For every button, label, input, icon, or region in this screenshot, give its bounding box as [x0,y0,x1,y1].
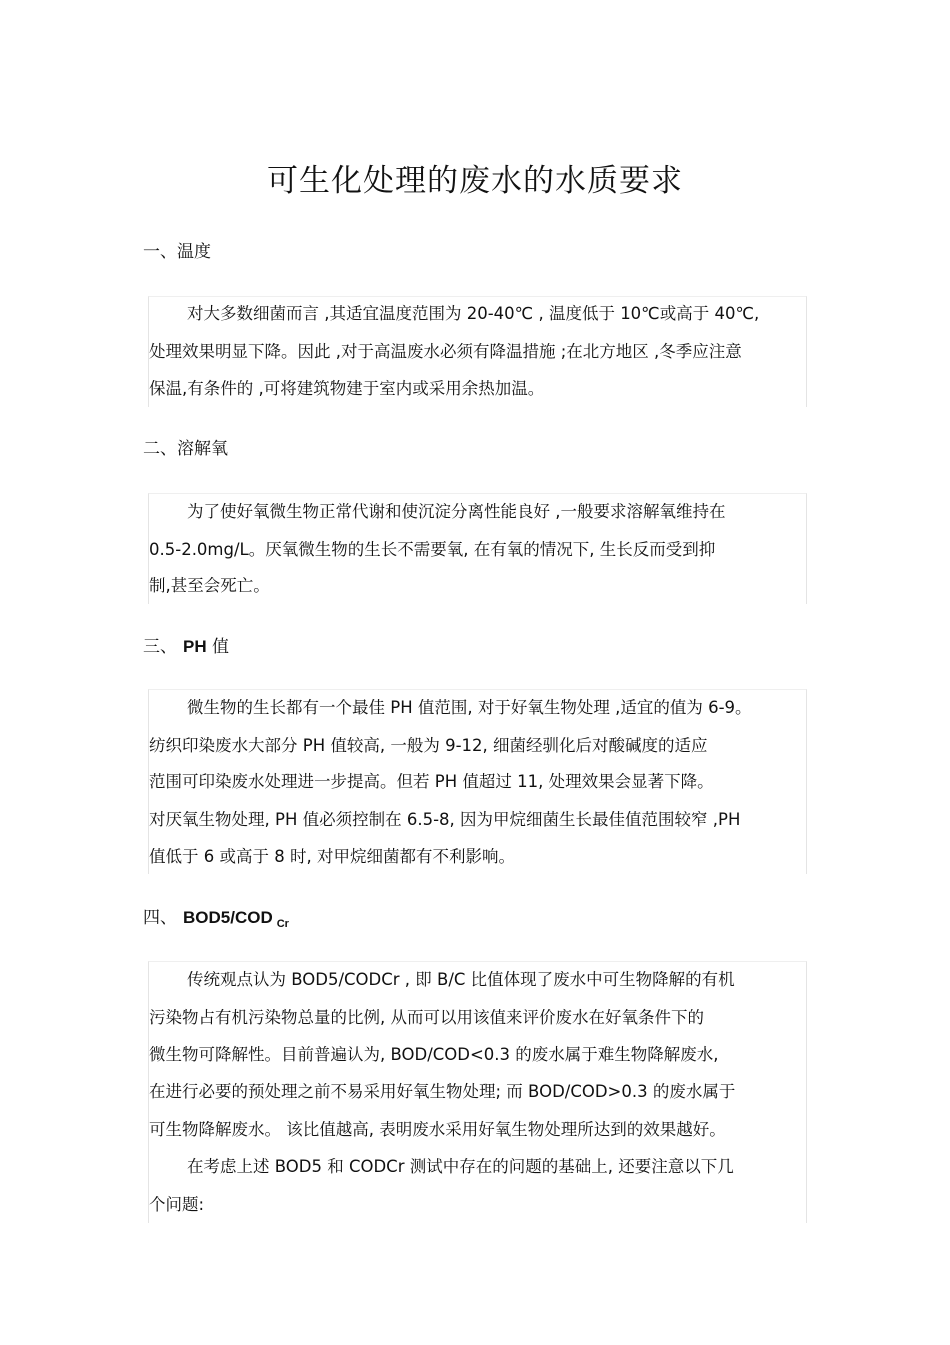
section-heading-subscript: Cr [276,918,289,930]
paragraph-line: 为了使好氧微生物正常代谢和使沉淀分离性能良好 ,一般要求溶解氧维持在 [187,502,726,521]
paragraph-line: 处理效果明显下降。因此 ,对于高温废水必须有降温措施 ;在北方地区 ,冬季应注意 [149,342,742,361]
paragraph-line: 制,甚至会死亡。 [149,576,270,595]
section-body-ph [148,689,807,874]
section-heading-text: 一、温度 [143,242,211,262]
section-heading-text: 四、 [143,908,177,928]
section-body-dissolved-oxygen [148,493,807,604]
paragraph-line: 0.5-2.0mg/L。厌氧微生物的生长不需要氧, 在有氧的情况下, 生长反而受到抑 [149,540,716,559]
paragraph-line: 对大多数细菌而言 ,其适宜温度范围为 20-40℃ , 温度低于 10℃或高于 40℃, [187,304,760,323]
section-heading-suffix: 值 [206,637,230,657]
paragraph-line: 污染物占有机污染物总量的比例, 从而可以用该值来评价废水在好氧条件下的 [149,1008,704,1027]
section-heading-ph [143,636,229,658]
paragraph-line: 保温,有条件的 ,可将建筑物建于室内或采用余热加温。 [149,379,545,398]
section-heading-dissolved-oxygen [143,438,228,460]
section-heading-bod-cod [143,907,289,935]
section-body-bod-cod [148,961,807,1223]
paragraph-line: 值低于 6 或高于 8 时, 对甲烷细菌都有不利影响。 [149,847,515,866]
paragraph-line: 传统观点认为 BOD5/CODCr , 即 B/C 比值体现了废水中可生物降解的有机 [187,970,735,989]
section-heading-text: 三、 [143,637,177,657]
paragraph-line: 范围可印染废水处理进一步提高。但若 PH 值超过 11, 处理效果会显著下降。 [149,772,714,791]
section-heading-temperature [143,241,211,263]
paragraph-line: 在考虑上述 BOD5 和 CODCr 测试中存在的问题的基础上, 还要注意以下几 [187,1157,734,1176]
paragraph-line: 个问题: [149,1195,205,1214]
paragraph-line: 可生物降解废水。 该比值越高, 表明废水采用好氧生物处理所达到的效果越好。 [149,1120,726,1139]
section-heading-latin: BOD5/COD [183,908,273,927]
document-title: 可生化处理的废水的水质要求 [267,163,683,199]
section-body-temperature [148,296,807,407]
section-heading-text: 二、溶解氧 [143,439,228,459]
paragraph-line: 微生物可降解性。目前普遍认为, BOD/COD<0.3 的废水属于难生物降解废水, [149,1045,719,1064]
section-heading-latin: PH [183,637,207,656]
paragraph-line: 对厌氧生物处理, PH 值必须控制在 6.5-8, 因为甲烷细菌生长最佳值范围较窄 ,PH [149,810,741,829]
paragraph-line: 在进行必要的预处理之前不易采用好氧生物处理; 而 BOD/COD>0.3 的废水属于 [149,1082,736,1101]
paragraph-line: 纺织印染废水大部分 PH 值较高, 一般为 9-12, 细菌经驯化后对酸碱度的适应 [149,736,708,755]
paragraph-line: 微生物的生长都有一个最佳 PH 值范围, 对于好氧生物处理 ,适宜的值为 6-9。 [187,698,752,717]
